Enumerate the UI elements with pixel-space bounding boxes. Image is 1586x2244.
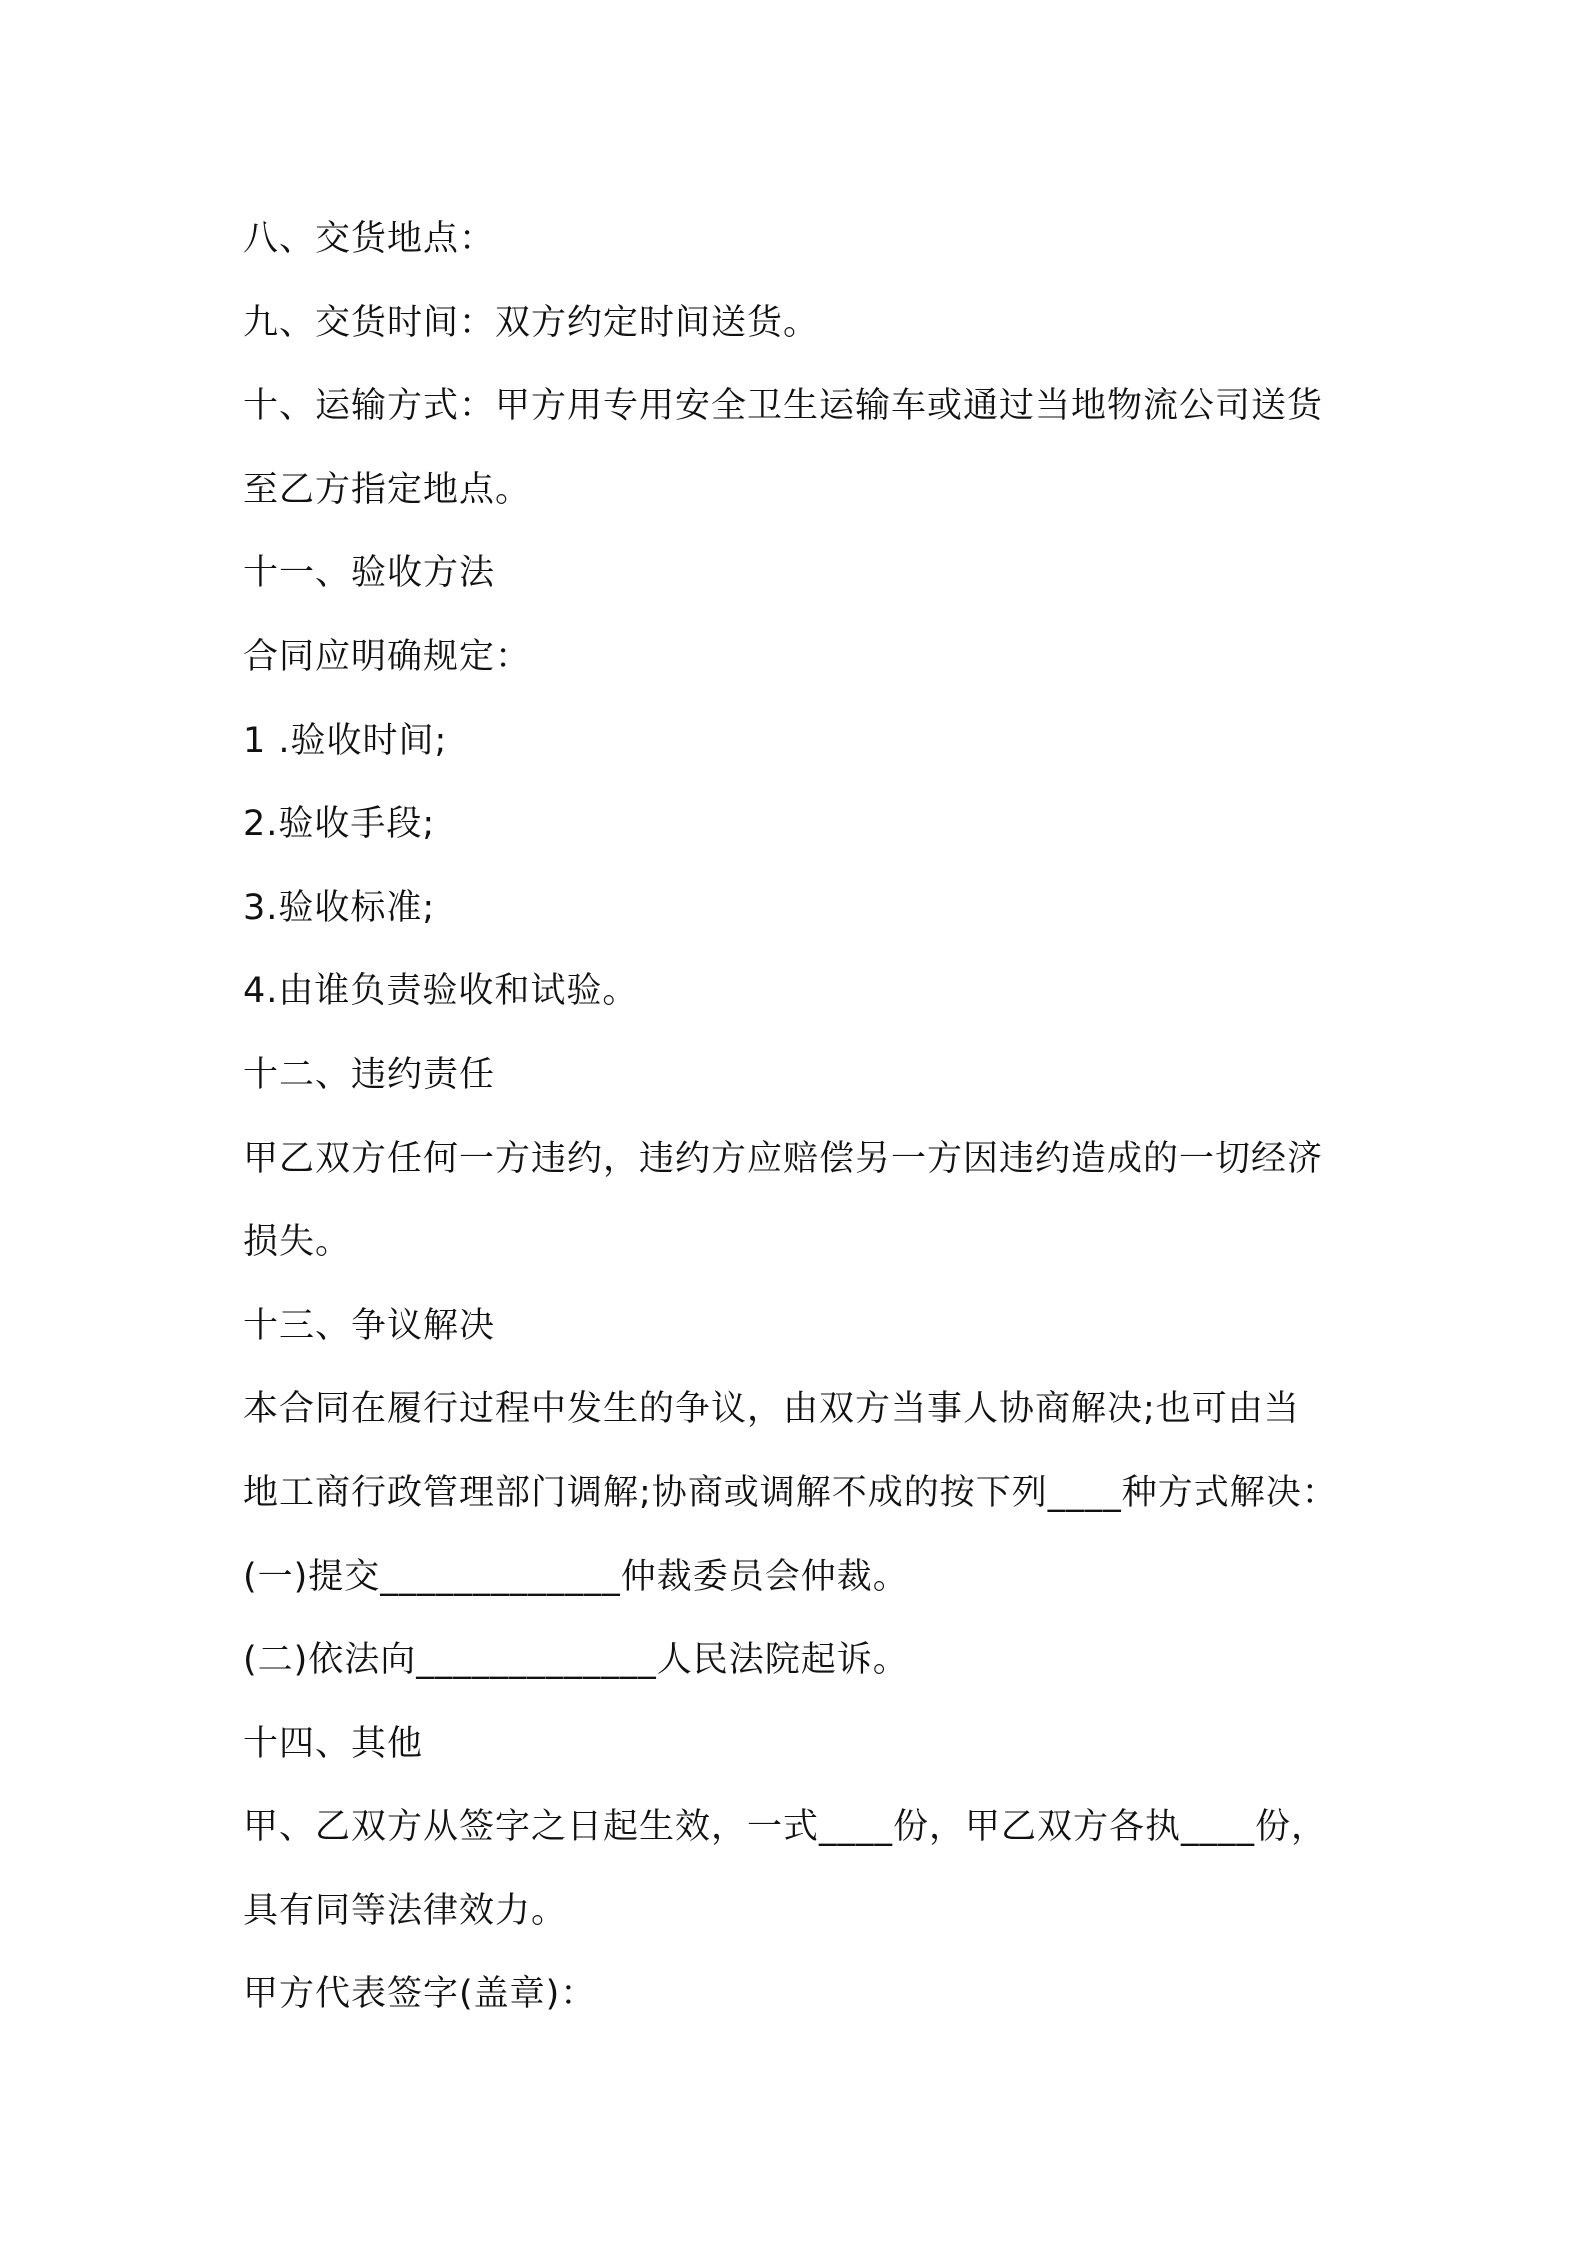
party-a-signature-label: 甲方代表签字(盖章)：: [243, 1974, 597, 2015]
contract-body: [243, 198, 1383, 2037]
clause-12-body-line-2: 损失。: [243, 1222, 352, 1263]
clause-13-option-1: (一)提交_____________仲裁委员会仲裁。: [243, 1556, 909, 1597]
clause-11-item-2: 2.验收手段;: [243, 804, 436, 845]
clause-10-transport-line-1: 十、运输方式：甲方用专用安全卫生运输车或通过当地物流公司送货: [243, 386, 1324, 427]
clause-13-body-line-1: 本合同在履行过程中发生的争议，由双方当事人协商解决;也可由当: [243, 1389, 1300, 1430]
clause-13-heading: 十三、争议解决: [243, 1305, 496, 1346]
clause-14-body-line-2: 具有同等法律效力。: [243, 1890, 568, 1931]
clause-11-intro: 合同应明确规定：: [243, 636, 532, 677]
clause-12-heading: 十二、违约责任: [243, 1054, 496, 1095]
clause-14-body-line-1: 甲、乙双方从签字之日起生效，一式____份，甲乙双方各执____份，: [243, 1807, 1328, 1848]
clause-14-heading: 十四、其他: [243, 1723, 424, 1764]
clause-10-transport-line-2: 至乙方指定地点。: [243, 469, 532, 510]
clause-11-item-3: 3.验收标准;: [243, 887, 436, 928]
clause-13-option-2: (二)依法向_____________人民法院起诉。: [243, 1640, 909, 1681]
clause-11-item-4: 4.由谁负责验收和试验。: [243, 971, 639, 1012]
clause-8-delivery-location: 八、交货地点：: [243, 219, 496, 259]
clause-13-body-line-2: 地工商行政管理部门调解;协商或调解不成的按下列____种方式解决：: [243, 1472, 1338, 1513]
clause-12-body-line-1: 甲乙双方任何一方违约，违约方应赔偿另一方因违约造成的一切经济: [243, 1138, 1324, 1179]
clause-9-delivery-time: 九、交货时间：双方约定时间送货。: [243, 302, 820, 343]
clause-11-heading: 十一、验收方法: [243, 553, 496, 594]
clause-11-item-1: 1 .验收时间;: [243, 720, 448, 761]
